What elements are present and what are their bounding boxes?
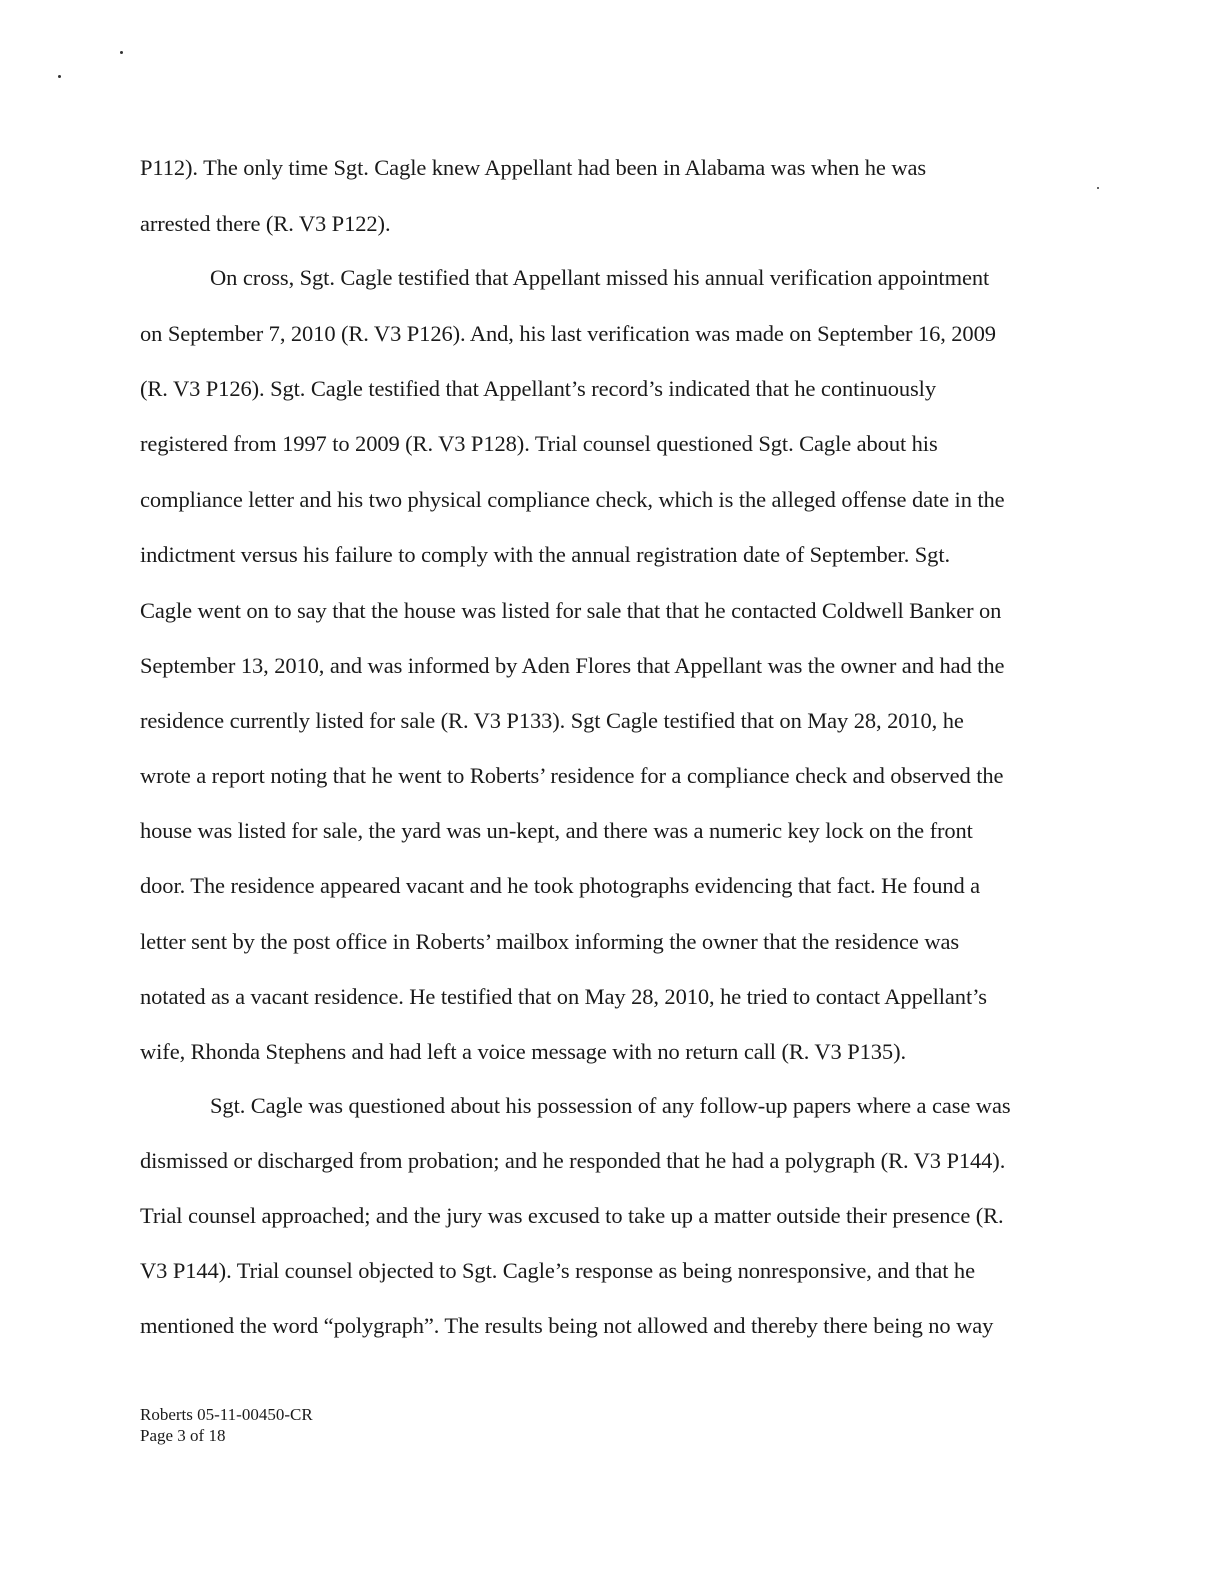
body-line: V3 P144). Trial counsel objected to Sgt. Cagle’s response as being nonresponsive, and that he <box>140 1258 975 1283</box>
scan-speck <box>58 75 61 78</box>
body-line: dismissed or discharged from probation; and he responded that he had a polygraph (R. V3 P144). <box>140 1148 1006 1173</box>
body-line: P112). The only time Sgt. Cagle knew Appellant had been in Alabama was when he was <box>140 155 927 180</box>
footer-case-number: Roberts 05-11-00450-CR <box>140 1405 313 1424</box>
body-line: wrote a report noting that he went to Roberts’ residence for a compliance check and observed the <box>140 763 1004 788</box>
body-line: letter sent by the post office in Roberts’ mailbox informing the owner that the residence was <box>140 929 960 954</box>
scan-speck <box>1097 187 1099 189</box>
body-line: arrested there (R. V3 P122). <box>140 211 391 236</box>
body-line: (R. V3 P126). Sgt. Cagle testified that Appellant’s record’s indicated that he continuously <box>140 376 936 401</box>
scan-speck <box>120 51 123 54</box>
body-line: mentioned the word “polygraph”. The results being not allowed and thereby there being no way <box>140 1313 994 1338</box>
body-line: residence currently listed for sale (R. V3 P133). Sgt Cagle testified that on May 28, 2010, he <box>140 708 964 733</box>
body-line: house was listed for sale, the yard was un-kept, and there was a numeric key lock on the front <box>140 818 973 843</box>
body-line: indictment versus his failure to comply with the annual registration date of September. Sgt. <box>140 542 950 567</box>
body-line: registered from 1997 to 2009 (R. V3 P128). Trial counsel questioned Sgt. Cagle about his <box>140 431 938 456</box>
body-line: notated as a vacant residence. He testified that on May 28, 2010, he tried to contact Appellant’s <box>140 984 987 1009</box>
body-line: Sgt. Cagle was questioned about his possession of any follow-up papers where a case was <box>210 1093 1011 1118</box>
body-line: On cross, Sgt. Cagle testified that Appellant missed his annual verification appointment <box>210 265 990 290</box>
body-line: on September 7, 2010 (R. V3 P126). And, his last verification was made on September 16, 2009 <box>140 321 996 346</box>
body-line: compliance letter and his two physical compliance check, which is the alleged offense date in the <box>140 487 1005 512</box>
body-line: Cagle went on to say that the house was listed for sale that that he contacted Coldwell Banker on <box>140 598 1002 623</box>
body-line: Trial counsel approached; and the jury was excused to take up a matter outside their presence (R. <box>140 1203 1004 1228</box>
body-line: September 13, 2010, and was informed by Aden Flores that Appellant was the owner and had the <box>140 653 1005 678</box>
body-line: door. The residence appeared vacant and he took photographs evidencing that fact. He found a <box>140 873 981 898</box>
body-line: wife, Rhonda Stephens and had left a voice message with no return call (R. V3 P135). <box>140 1039 907 1064</box>
footer-page-number: Page 3 of 18 <box>140 1426 226 1445</box>
